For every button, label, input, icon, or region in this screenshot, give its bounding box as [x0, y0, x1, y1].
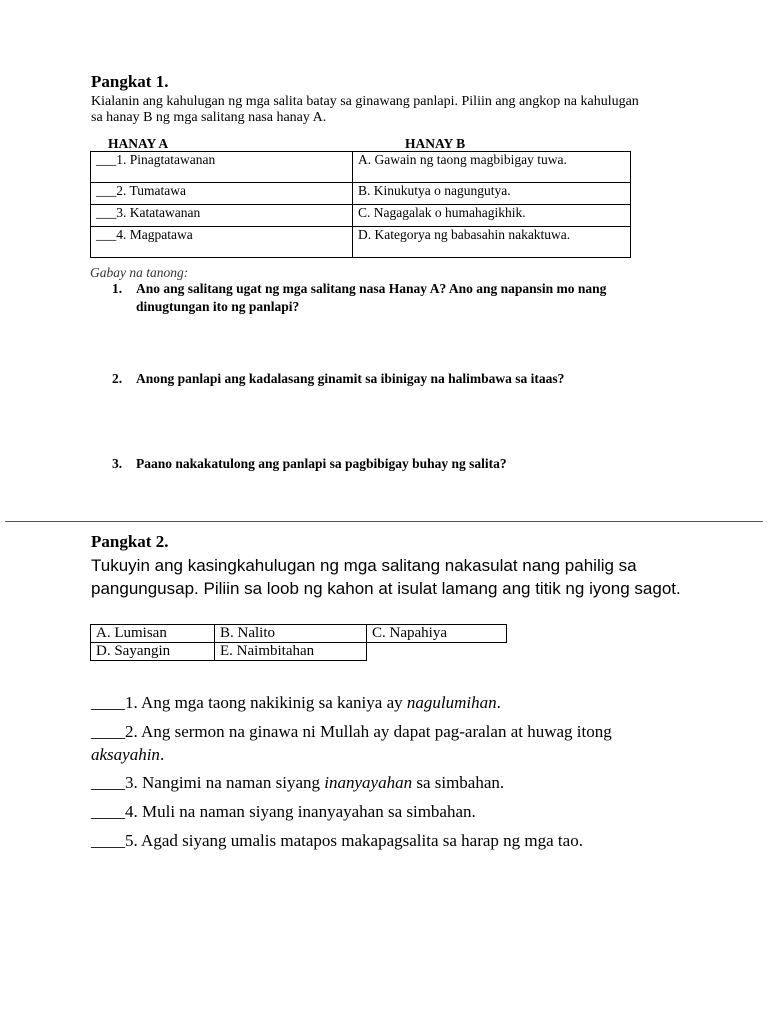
hanay-a-cell: ___2. Tumatawa [91, 183, 353, 205]
table-row [91, 183, 631, 205]
hanay-b-cell: C. Nagagalak o humahagikhik. [353, 205, 631, 227]
empty-cell [367, 643, 507, 661]
choice-cell: A. Lumisan [91, 625, 215, 643]
choice-cell: B. Nalito [215, 625, 367, 643]
section-divider [5, 521, 763, 522]
hanay-b-cell: A. Gawain ng taong magbibigay tuwa. [353, 152, 631, 183]
item-text-end: . [159, 745, 165, 764]
matching-table [90, 151, 631, 258]
exercise-item [91, 720, 681, 766]
choices-row [91, 625, 507, 643]
guide-question [112, 280, 682, 316]
item-text-end: . [496, 693, 501, 712]
question-number: 2. [112, 371, 123, 386]
choices-box [90, 624, 507, 661]
hanay-b-header: HANAY B [405, 136, 466, 151]
group1-instruction: Kialanin ang kahulugan ng mga salita batay sa ginawang panlapi. Piliin ang angkop na kahulugan sa hanay B ng mga salitang nasa hanay A. [91, 94, 639, 125]
italic-word: nagulumihan [406, 693, 497, 712]
italic-word: aksayahin [91, 745, 160, 764]
item-text: ____4. Muli na naman siyang inanyayahan sa simbahan. [91, 802, 476, 821]
hanay-b-cell: D. Kategorya ng babasahin nakaktuwa. [353, 227, 631, 258]
item-text: ____5. Agad siyang umalis matapos makapagsalita sa harap ng mga tao. [91, 831, 583, 850]
item-text: ____1. Ang mga taong nakikinig sa kaniya ay [91, 693, 407, 712]
choices-row [91, 643, 507, 661]
group1-title: Pangkat 1. [91, 72, 169, 91]
hanay-a-header: HANAY A [108, 136, 169, 151]
exercise-item [91, 829, 681, 852]
exercise-item [91, 800, 681, 823]
group2-title: Pangkat 2. [91, 532, 169, 551]
choice-cell: D. Sayangin [91, 643, 215, 661]
table-row [91, 152, 631, 183]
guide-questions-label: Gabay na tanong: [90, 265, 189, 280]
item-text-end: sa simbahan. [412, 773, 505, 792]
hanay-a-cell: ___1. Pinagtatawanan [91, 152, 353, 183]
question-text: Ano ang salitang ugat ng mga salitang nasa Hanay A? Ano ang napansin mo nang dinugtungan ito ng panlapi? [136, 281, 607, 314]
choice-cell: E. Naimbitahan [215, 643, 367, 661]
exercise-item [91, 771, 681, 794]
hanay-a-cell: ___4. Magpatawa [91, 227, 353, 258]
question-number: 3. [112, 456, 123, 471]
group2-instruction: Tukuyin ang kasingkahulugan ng mga salitang nakasulat nang pahilig sa pangungusap. Piliin sa loob ng kahon at isulat lamang ang titik ng iyong sagot. [91, 556, 681, 598]
choice-cell: C. Napahiya [367, 625, 507, 643]
guide-question [112, 370, 682, 388]
item-text: ____3. Nangimi na naman siyang [91, 773, 325, 792]
question-text: Anong panlapi ang kadalasang ginamit sa ibinigay na halimbawa sa itaas? [136, 371, 565, 386]
question-text: Paano nakakatulong ang panlapi sa pagbibigay buhay ng salita? [136, 456, 507, 471]
question-number: 1. [112, 281, 123, 296]
hanay-b-cell: B. Kinukutya o nagungutya. [353, 183, 631, 205]
exercise-item [91, 691, 681, 714]
hanay-a-cell: ___3. Katatawanan [91, 205, 353, 227]
italic-word: inanyayahan [324, 773, 413, 792]
table-row [91, 227, 631, 258]
guide-question [112, 455, 682, 473]
item-text: ____2. Ang sermon na ginawa ni Mullah ay dapat pag-aralan at huwag itong [91, 722, 612, 741]
table-row [91, 205, 631, 227]
